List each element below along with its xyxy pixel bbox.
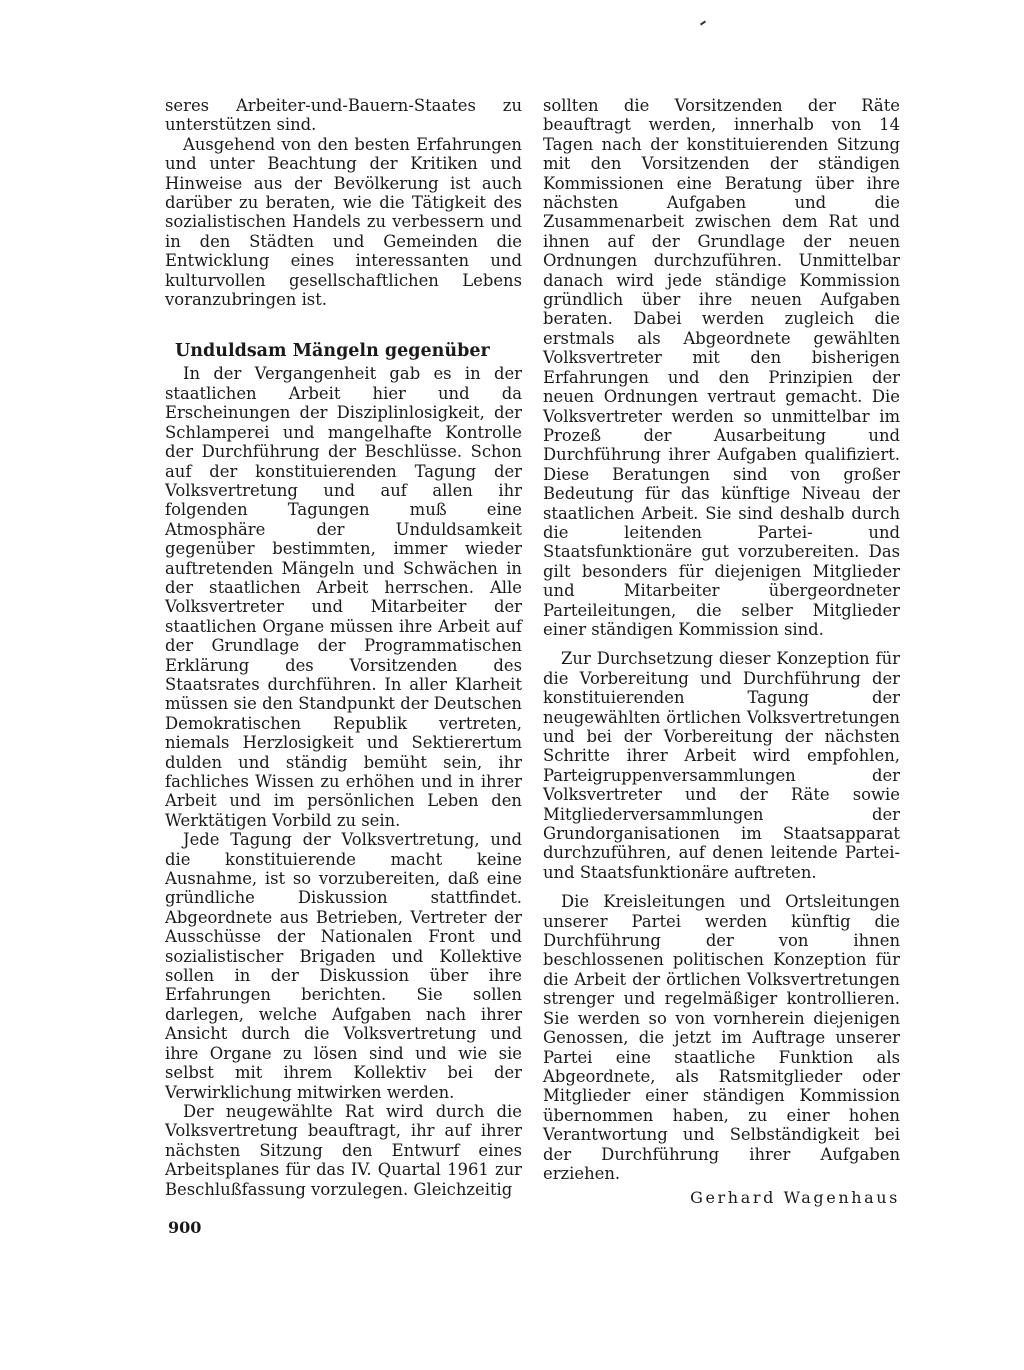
section-heading: Unduldsam Mängeln gegenüber [175,341,490,362]
author-signature: Gerhard Wagenhaus [690,1188,900,1208]
paragraph: Zur Durchsetzung dieser Konzeption für die Vorbereitung und Durchführung der konstituierenden Tagung der neugewählten örtlichen Volksvertretungen und bei der Vorbereitung der nächsten Schritte ihrer Arbeit wird empfohlen, Parteigruppenversammlungen der Volksvertreter und der Räte sowie Mitgliederversammlungen der Grundorganisationen im Staatsapparat durchzuführen, auf denen leitende Partei- und Staatsfunktionäre auftreten. [543,649,900,882]
paragraph: Ausgehend von den besten Erfahrungen und unter Beachtung der Kritiken und Hinweise aus der Bevölkerung ist auch darüber zu beraten, wie die Tätigkeit des sozialistischen Handels zu verbessern und in den Städten und Gemeinden die Entwicklung eines interessanten und kulturvollen gesellschaftlichen Lebens voranzubringen ist. [165,134,522,310]
paragraph: Jede Tagung der Volksvertretung, und die konstituierende macht keine Ausnahme, ist so vorzubereiten, daß eine gründliche Diskussion stattfindet. Abgeordnete aus Betrieben, Vertreter der Ausschüsse der Nationalen Front und sozialistischer Brigaden und Kollektive sollen in der Diskussion über ihre Erfahrungen berichten. Sie sollen darlegen, welche Aufgaben nach ihrer Ansicht durch die Volksvertretung und ihre Organe zu lösen sind und wie sie selbst mit ihrem Kollektiv bei der Verwirklichung mitwirken werden. [165,830,522,1102]
paragraph: Die Kreisleitungen und Ortsleitungen unserer Partei werden künftig die Durchführung der von ihnen beschlossenen politischen Konzeption für die Arbeit der örtlichen Volksvertretungen strenger und regelmäßiger kontrollieren. Sie werden so von vornherein diejenigen Genossen, die jetzt im Auftrage unserer Partei eine staatliche Funktion als Abgeordnete, als Ratsmitglieder oder Mitglieder einer ständigen Kommission übernommen haben, zu einer hohen Verantwortung und Selbständigkeit bei der Durchführung ihrer Aufgaben erziehen. [543,892,900,1183]
page-number: 900 [168,1218,202,1237]
right-column [543,96,900,1208]
left-column [165,96,522,1199]
paragraph: Der neugewählte Rat wird durch die Volksvertretung beauftragt, ihr auf ihrer nächsten Sitzung den Entwurf eines Arbeitsplanes für das IV. Quartal 1961 zur Beschlußfassung vorzulegen. Gleichzeitig [165,1101,522,1199]
paragraph: sollten die Vorsitzenden der Räte beauftragt werden, innerhalb von 14 Tagen nach der konstituierenden Sitzung mit den Vorsitzenden der ständigen Kommissionen eine Beratung über ihre nächsten Aufgaben und die Zusammenarbeit zwischen dem Rat und ihnen auf der Grundlage der neuen Ordnungen durchzuführen. Unmittelbar danach wird jede ständige Kommission gründlich über ihre neuen Aufgaben beraten. Dabei werden zugleich die erstmals als Abgeordnete gewählten Volksvertreter mit den bisherigen Erfahrungen und den Prinzipien der neuen Ordnungen vertraut gemacht. Die Volksvertreter werden so unmittelbar im Prozeß der Ausarbeitung und Durchführung ihrer Aufgaben qualifiziert. Diese Beratungen sind von großer Bedeutung für das künftige Niveau der staatlichen Arbeit. Sie sind deshalb durch die leitenden Partei- und Staatsfunktionäre gut vorzubereiten. Das gilt besonders für diejenigen Mitglieder und Mitarbeiter übergeordneter Parteileitungen, die selber Mitglieder einer ständigen Kommission sind. [543,96,900,639]
stray-mark [700,20,706,25]
paragraph: seres Arbeiter-und-Bauern-Staates zu unterstützen sind. [165,96,522,135]
paragraph: In der Vergangenheit gab es in der staatlichen Arbeit hier und da Erscheinungen der Disziplinlosigkeit, der Schlamperei und mangelhafte Kontrolle der Durchführung der Beschlüsse. Schon auf der konstituierenden Tagung der Volksvertretung und auf allen ihr folgenden Tagungen muß eine Atmosphäre der Unduldsamkeit gegenüber bestimmten, immer wieder auftretenden Mängeln und Schwächen in der staatlichen Arbeit herrschen. Alle Volksvertreter und Mitarbeiter der staatlichen Organe müssen ihre Arbeit auf der Grundlage der Programmatischen Erklärung des Vorsitzenden des Staatsrates durchführen. In aller Klarheit müssen sie den Standpunkt der Deutschen Demokratischen Republik vertreten, niemals Herzlosigkeit und Sektierertum dulden und ständig bemüht sein, ihr fachliches Wissen zu erhöhen und in ihrer Arbeit und im persönlichen Leben den Werktätigen Vorbild zu sein. [165,364,522,830]
